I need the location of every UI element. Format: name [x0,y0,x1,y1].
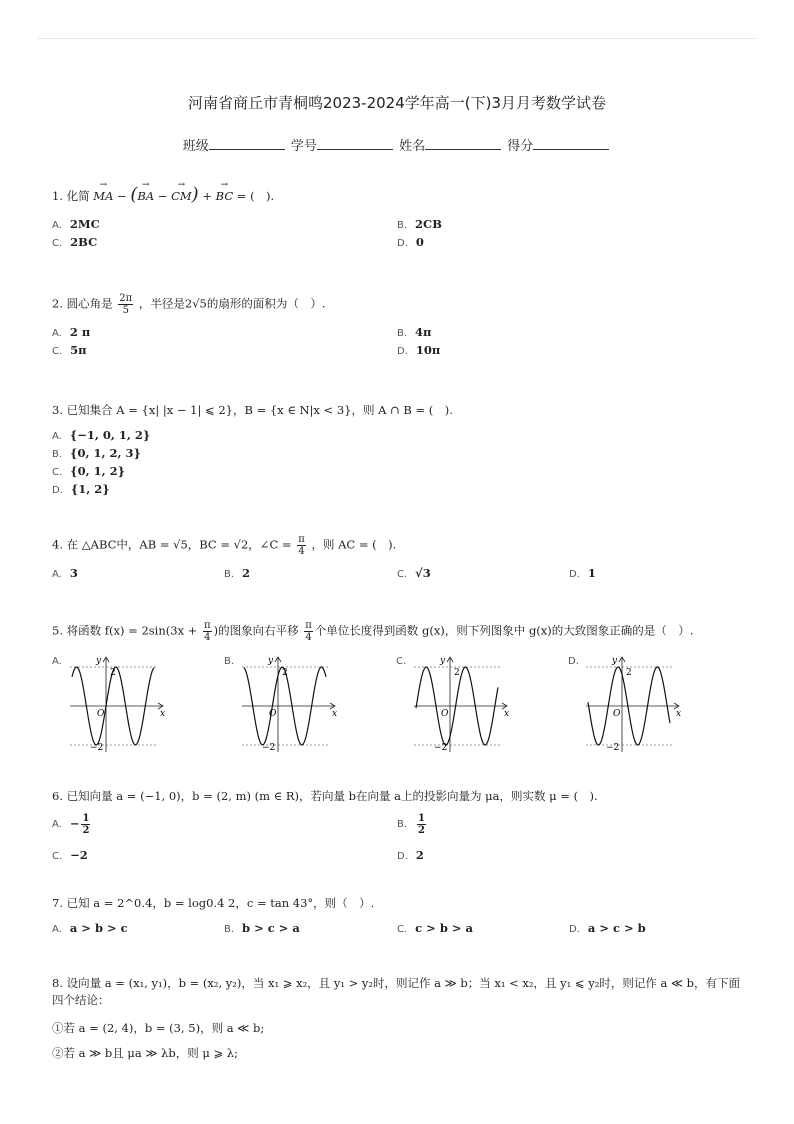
y-axis-label: y [612,656,618,666]
option-7a[interactable]: A. a > b > c [52,920,128,935]
question-8 [52,975,742,1008]
y-max-label: 2 [110,668,116,678]
option-4a[interactable]: A. 3 [52,566,78,580]
option-2d[interactable]: D. 10π [397,343,441,357]
question-8-conclusion-2: ②若 a ≫ b且 μa ≫ λb，则 μ ⩾ λ; [52,1046,238,1060]
y-max-label: 2 [626,668,632,678]
question-6 [52,788,752,863]
name-blank[interactable] [425,137,501,150]
origin-label: O [269,709,277,719]
name-label: 姓名 [399,139,426,154]
question-7 [52,895,752,938]
question-1 [52,182,752,252]
option-5d-label: D. [568,656,579,667]
option-5b-label: B. [224,656,235,667]
option-4d[interactable]: D. 1 [569,566,596,580]
sine-graph [238,654,348,754]
option-2a[interactable]: A. 2 π [52,325,91,339]
option-5a-label: A. [52,656,62,667]
y-axis-label: y [268,656,274,666]
y-axis-label: y [440,656,446,666]
x-axis-label: x [504,709,510,719]
option-3b[interactable]: B. {0, 1, 2, 3} [52,445,141,460]
option-3c[interactable]: C. {0, 1, 2} [52,463,125,478]
option-7c[interactable]: C. c > b > a [397,920,473,935]
student-info [0,135,794,154]
option-3a[interactable]: A. {−1, 0, 1, 2} [52,427,151,442]
question-4-stem: 4. 在 △ABC中，AB = √5，BC = √2，∠C = $\frac{\pi}{4}$ ，则 AC = ( ). [52,534,397,557]
y-max-label: 2 [454,668,460,678]
option-7d[interactable]: D. a > c > b [569,920,646,935]
question-5 [52,620,772,643]
question-4 [52,534,752,583]
option-1a[interactable]: A. 2MC [52,217,100,232]
option-2c[interactable]: C. 5π [52,343,87,357]
question-6-stem: 6. 已知向量 a = (−1, 0)，b = (2, m) (m ∈ R)，若向量 b在向量 a上的投影向量为 μa，则实数 μ = ( ). [52,789,598,803]
option-3d[interactable]: D. {1, 2} [52,481,110,496]
option-1b[interactable]: B. 2CB [397,217,442,232]
y-min-label: −2 [90,743,104,753]
sine-graph [410,654,520,754]
option-4b[interactable]: B. 2 [224,566,251,580]
page-title: 河南省商丘市青桐鸣2023-2024学年高一(下)3月月考数学试卷 [187,94,606,112]
y-min-label: −2 [434,743,448,753]
option-2b[interactable]: B. 4π [397,325,432,339]
question-5-stem: 5. 将函数 f(x) = 2sin(3x + $\frac{\pi}{4}$ )的图象向右平移 $\frac{\pi}{4}$ 个单位长度得到函数 g(x)，则下列图象中 g(x)的大致图象正确的是（ ）. [52,620,694,643]
question-8-conclusion-1: ①若 a = (2, 4)，b = (3, 5)，则 a ≪ b; [52,1021,265,1035]
option-6a[interactable]: A. − $\frac{1}{2}$ [52,812,90,836]
option-7b[interactable]: B. b > c > a [224,920,300,935]
number-blank[interactable] [317,137,393,150]
option-6b[interactable]: B. $\frac{1}{2}$ [397,812,426,836]
question-3-stem: 3. 已知集合 A = {x| |x − 1| ⩽ 2}，B = {x ∈ N|x < 3}，则 A ∩ B = ( ). [52,403,453,417]
option-1d[interactable]: D. 0 [397,235,424,250]
y-min-label: −2 [262,743,276,753]
y-axis-label: y [96,656,102,666]
class-blank[interactable] [209,137,285,150]
question-7-stem: 7. 已知 a = 2^0.4，b = log0.4 2，c = tan 43°，则（ ）. [52,896,375,910]
option-5c-label: C. [396,656,407,667]
score-label: 得分 [507,139,534,154]
origin-label: O [613,709,621,719]
question-3 [52,402,752,499]
option-6d[interactable]: D. 2 [397,847,424,862]
origin-label: O [97,709,105,719]
sine-graph [66,654,176,754]
x-axis-label: x [676,709,682,719]
question-1-stem: 1. 化简 → MA − (→ BA − → CM) + → BC = ( ). [52,182,752,208]
score-blank[interactable] [533,137,609,150]
option-1c[interactable]: C. 2BC [52,235,98,250]
number-label: 学号 [290,139,317,154]
y-max-label: 2 [282,668,288,678]
question-2-stem: 2. 圆心角是 $\frac{2\pi}{5}$ ，半径是2√5的扇形的面积为（ ）. [52,293,326,316]
y-min-label: −2 [606,743,620,753]
top-divider [38,38,756,39]
option-4c[interactable]: C. √3 [397,566,431,580]
class-label: 班级 [182,139,209,154]
x-axis-label: x [332,709,338,719]
question-8-stem: 8. 设向量 a = (x₁, y₁)，b = (x₂, y₂)，当 x₁ ⩾ x₂，且 y₁ > y₂时，则记作 a ≫ b；当 x₁ < x₂，且 y₁ ⩽ y₂时，则记作 a ≪ b，有下面四个结论： [52,976,741,1007]
origin-label: O [441,709,449,719]
sine-graph [582,654,692,754]
x-axis-label: x [160,709,166,719]
question-2 [52,293,752,360]
option-6c[interactable]: C. −2 [52,847,88,862]
